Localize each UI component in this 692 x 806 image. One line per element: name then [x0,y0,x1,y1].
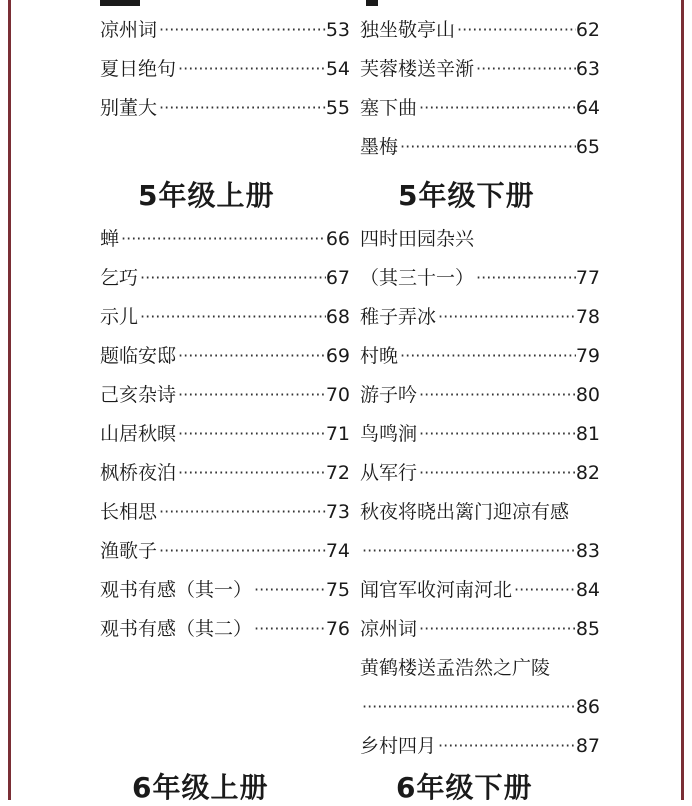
left-border [8,0,11,800]
toc-entry-title-only[interactable]: 秋夜将晓出篱门迎凉有感 [360,501,570,523]
grade-heading-6-down: 6年级下册 [396,771,533,804]
toc-entry[interactable]: 山居秋暝 ····· 71 [100,421,350,447]
toc-entry[interactable]: 凉州词 ····· 53 [100,17,350,43]
toc-entry[interactable]: 闻官军收河南河北 ····· 84 [360,577,600,603]
toc-entry[interactable]: 凉州词 ····· 85 [360,616,600,642]
toc-entry[interactable]: 独坐敬亭山 ····· 62 [360,17,600,43]
right-border [681,0,684,800]
toc-entry-title-only[interactable]: 四时田园杂兴 [360,228,475,250]
left-column [100,0,350,800]
grade-heading-5-down: 5年级下册 [398,179,535,212]
toc-entry[interactable]: 乞巧 ····· 67 [100,265,350,291]
right-column [360,0,600,800]
toc-entry[interactable]: 乡村四月 ····· 87 [360,733,600,759]
grade-heading-6-up: 6年级上册 [132,771,269,804]
toc-entry[interactable]: 渔歌子 ····· 74 [100,538,350,564]
toc-entry[interactable]: 从军行 ····· 82 [360,460,600,486]
toc-entry[interactable]: 示儿 ····· 68 [100,304,350,330]
toc-entry[interactable]: 游子吟 ····· 80 [360,382,600,408]
toc-entry[interactable]: 夏日绝句 ····· 54 [100,56,350,82]
toc-entry[interactable]: 枫桥夜泊 ····· 72 [100,460,350,486]
toc-entry-title-only[interactable]: 黄鹤楼送孟浩然之广陵 [360,657,551,679]
toc-entry[interactable]: 观书有感（其一） ····· 75 [100,577,350,603]
toc-entry[interactable]: 题临安邸 ····· 69 [100,343,350,369]
toc-entry[interactable]: 己亥杂诗 ····· 70 [100,382,350,408]
grade-heading-5-up: 5年级上册 [138,179,275,212]
toc-entry[interactable]: 长相思 ····· 73 [100,499,350,525]
toc-entry[interactable]: 塞下曲 ····· 64 [360,95,600,121]
toc-entry[interactable]: 村晚 ····· 79 [360,343,600,369]
toc-entry[interactable]: 稚子弄冰 ····· 78 [360,304,600,330]
toc-entry[interactable]: 别董大 ····· 55 [100,95,350,121]
toc-entry-page-only[interactable]: ····· 83 [360,538,600,564]
toc-entry[interactable]: 蝉 ····· 66 [100,226,350,252]
toc-entry[interactable]: 观书有感（其二） ····· 76 [100,616,350,642]
toc-entry-page-only[interactable]: ····· 86 [360,694,600,720]
toc-entry[interactable]: （其三十一） ····· 77 [360,265,600,291]
toc-entry[interactable]: 墨梅 ····· 65 [360,134,600,160]
toc-entry[interactable]: 鸟鸣涧 ····· 81 [360,421,600,447]
toc-entry[interactable]: 芙蓉楼送辛渐 ····· 63 [360,56,600,82]
